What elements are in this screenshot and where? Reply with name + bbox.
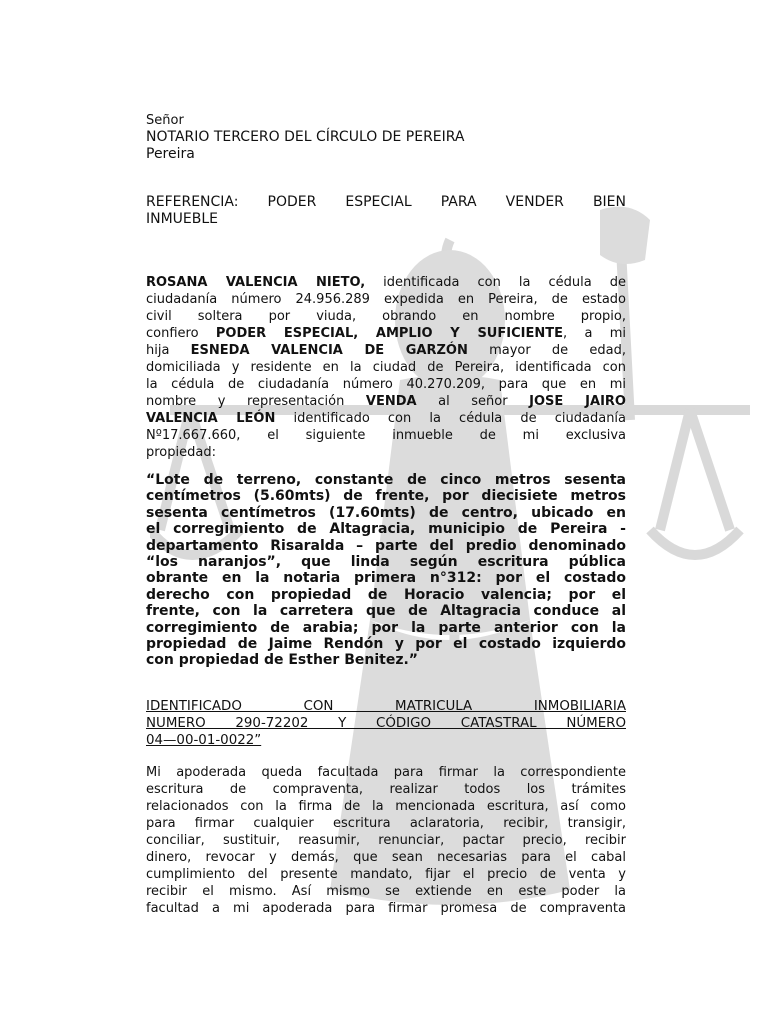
- paragraph-line: para firmar cualquier escritura aclaratoria, recibir, transigir,: [146, 816, 626, 831]
- description-line: con propiedad de Esther Benitez.”: [146, 652, 418, 669]
- description-line: obrante en la notaria primera n°312: por el costado: [146, 570, 626, 587]
- description-line: derecho con propiedad de Horacio valencia; por el: [146, 586, 626, 603]
- registration-line: NUMERO 290-72202 Y CÓDIGO CATASTRAL NÚMERO: [146, 716, 626, 731]
- text-run: identificada con la cédula de: [365, 275, 626, 290]
- paragraph-line: Mi apoderada queda facultada para firmar la correspondiente: [146, 765, 626, 780]
- text-run: nombre y representación: [146, 394, 366, 409]
- registration-line: 04—00-01-0022”: [146, 733, 262, 748]
- powers-paragraph: [146, 764, 626, 917]
- property-description: [146, 472, 626, 669]
- recipient: NOTARIO TERCERO DEL CÍRCULO DE PEREIRA: [146, 129, 465, 145]
- paragraph-line: escritura de compraventa, realizar todos los trámites: [146, 782, 626, 797]
- description-line: “Lote de terreno, constante de cinco metros sesenta: [146, 472, 626, 488]
- reference-line: REFERENCIA: PODER ESPECIAL PARA VENDER BIEN: [146, 194, 626, 210]
- paragraph-line: dinero, revocar y demás, que sean necesarias para el cabal: [146, 850, 626, 865]
- registration-line: IDENTIFICADO CON MATRICULA INMOBILIARIA: [146, 699, 626, 714]
- paragraph-line: relacionados con la firma de la mencionada escritura, así como: [146, 799, 626, 814]
- paragraph-line: propiedad:: [146, 445, 216, 460]
- text-run: , a mi: [562, 326, 627, 341]
- paragraph-line: facultad a mi apoderada para firmar promesa de compraventa: [146, 901, 626, 916]
- paragraph-line: domiciliada y residente en la ciudad de Pereira, identificada con: [146, 360, 626, 375]
- salutation: Señor: [146, 113, 184, 128]
- description-line: “los naranjos”, que linda según escritura pública: [146, 553, 626, 570]
- recipient-city: Pereira: [146, 146, 195, 162]
- text-run: hija: [146, 343, 191, 358]
- paragraph-line: conciliar, sustituir, reasumir, renunciar, pactar precio, recibir: [146, 833, 626, 848]
- description-line: corregimiento de arabia; por la parte anterior con la: [146, 619, 626, 636]
- description-line: centímetros (5.60mts) de frente, por diecisiete metros: [146, 488, 626, 505]
- paragraph-line: cumplimiento del presente mandato, fijar el precio de venta y: [146, 867, 626, 882]
- description-line: sesenta centímetros (17.60mts) de centro, ubicado en: [146, 504, 626, 521]
- description-line: propiedad de Jaime Rendón y por el costado izquierdo: [146, 635, 626, 652]
- description-line: frente, con la carretera que de Altagracia conduce al: [146, 603, 626, 620]
- description-line: el corregimiento de Altagracia, municipio de Pereira -: [146, 521, 626, 538]
- grantor-name: ROSANA VALENCIA NIETO,: [146, 275, 366, 290]
- reference-line: INMUEBLE: [146, 211, 219, 227]
- text-run: confiero: [146, 326, 216, 341]
- reference-block: [146, 194, 626, 228]
- paragraph-line: ciudadanía número 24.956.289 expedida en Pereira, de estado: [146, 292, 626, 307]
- buyer-name: JOSE JAIRO: [529, 394, 626, 409]
- text-run: al señor: [416, 394, 530, 409]
- addressee-block: [146, 112, 626, 163]
- text-run: identificado con la cédula de ciudadanía: [275, 411, 627, 426]
- paragraph-line: civil soltera por viuda, obrando en nombre propio,: [146, 309, 626, 324]
- paragraph-line: Nº17.667.660, el siguiente inmueble de mi exclusiva: [146, 428, 626, 443]
- text-run: mayor de edad,: [467, 343, 626, 358]
- buyer-name: VALENCIA LEÓN: [146, 411, 276, 426]
- action-word: VENDA: [365, 394, 417, 409]
- registration-block: [146, 698, 626, 749]
- power-type: PODER ESPECIAL, AMPLIO Y SUFICIENTE: [215, 326, 563, 341]
- paragraph-line: recibir el mismo. Así mismo se extiende en este poder la: [146, 884, 626, 899]
- grant-paragraph: [146, 274, 626, 461]
- description-line: departamento Risaralda – parte del predio denominado: [146, 537, 626, 554]
- attorney-name: ESNEDA VALENCIA DE GARZÓN: [190, 343, 468, 358]
- paragraph-line: la cédula de ciudadanía número 40.270.209, para que en mi: [146, 377, 626, 392]
